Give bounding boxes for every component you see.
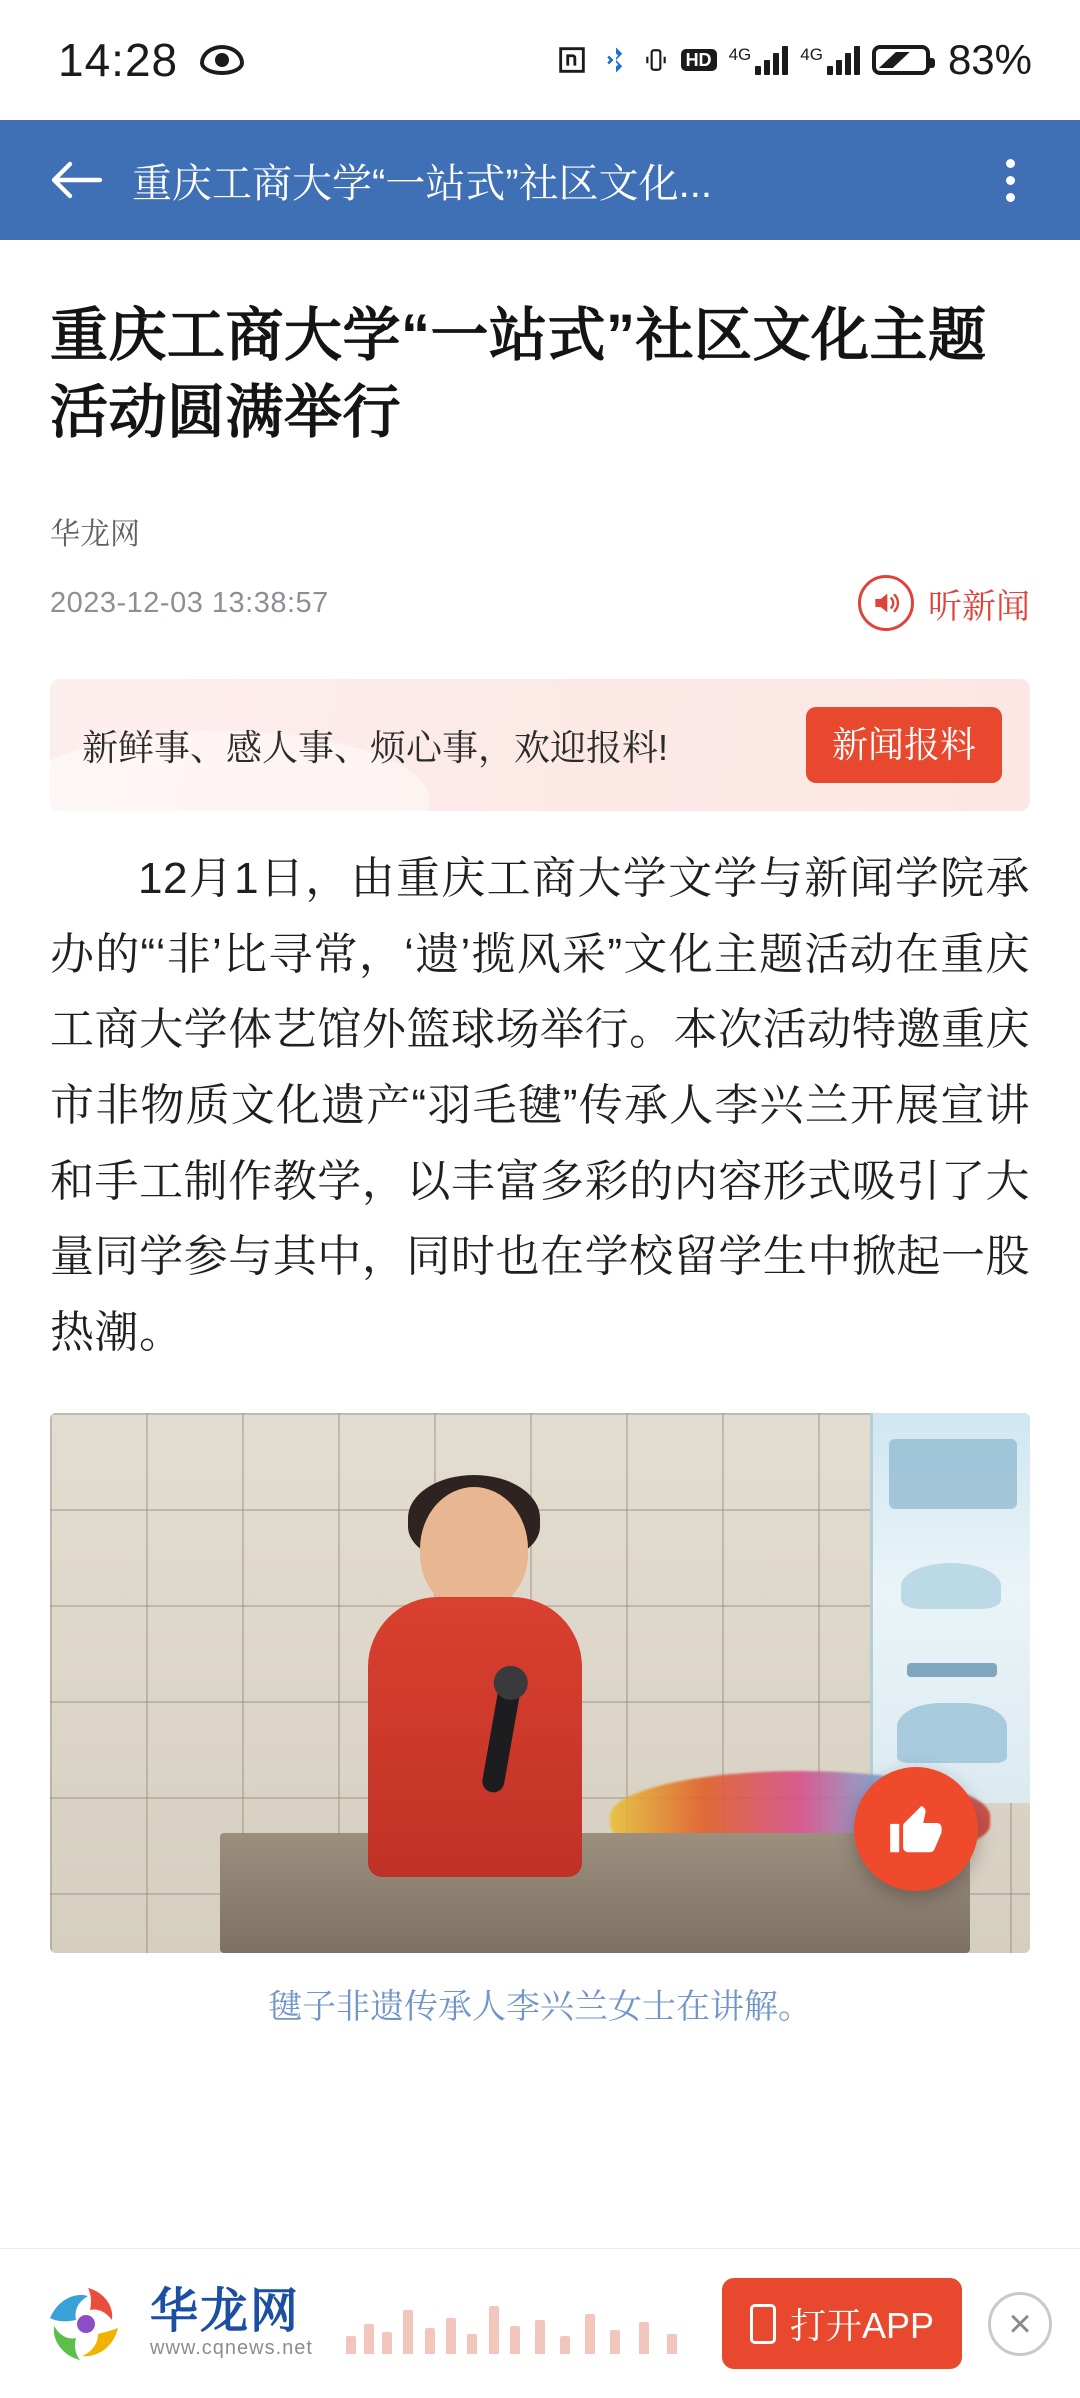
status-bar-right xyxy=(555,36,1032,84)
brand-block xyxy=(40,2278,313,2370)
page-title: 重庆工商大学“一站式”社区文化... xyxy=(132,161,712,206)
nfc-icon xyxy=(555,43,589,77)
like-button[interactable] xyxy=(854,1767,978,1891)
listen-news-button[interactable] xyxy=(858,575,1030,631)
article-meta-row xyxy=(50,575,1030,631)
photo-caption: 毽子非遗传承人李兴兰女士在讲解。 xyxy=(268,1987,812,2026)
news-tip-text: 新鲜事、感人事、烦心事，欢迎报料! xyxy=(82,726,669,768)
overflow-menu-icon[interactable] xyxy=(980,159,1040,202)
skyline-decoration xyxy=(339,2294,696,2354)
status-bar-left xyxy=(58,33,244,87)
close-icon[interactable]: × xyxy=(988,2292,1052,2356)
battery-icon xyxy=(872,45,930,75)
status-bar xyxy=(0,0,1080,120)
article-container xyxy=(0,240,1080,2028)
photo-speaker xyxy=(350,1487,600,1867)
brand-url: www.cqnews.net xyxy=(150,2337,313,2360)
back-arrow-icon[interactable] xyxy=(40,144,112,216)
article-timestamp: 2023-12-03 13:38:57 xyxy=(50,586,329,619)
news-report-button[interactable]: 新闻报料 xyxy=(806,707,1002,783)
brand-text xyxy=(150,2284,313,2360)
photo-poster xyxy=(870,1413,1030,1803)
hualong-logo-icon xyxy=(40,2278,132,2370)
listen-news-label: 听新闻 xyxy=(928,587,1030,626)
open-app-bar xyxy=(0,2248,1080,2398)
status-time: 14:28 xyxy=(58,34,179,86)
phone-icon xyxy=(750,2304,776,2344)
vibrate-icon xyxy=(643,43,669,77)
open-app-label: 打开APP xyxy=(789,2305,934,2346)
app-bar xyxy=(0,120,1080,240)
thumbs-up-icon xyxy=(885,1798,947,1860)
battery-percent: 83% xyxy=(947,36,1032,83)
bluetooth-icon xyxy=(601,42,631,78)
open-app-button[interactable] xyxy=(722,2278,962,2369)
signal-2: 4G xyxy=(800,45,860,75)
news-tip-banner xyxy=(50,679,1030,811)
article-headline: 重庆工商大学“一站式”社区文化主题活动圆满举行 xyxy=(50,303,987,445)
article-figure xyxy=(50,1413,1030,2028)
eye-icon xyxy=(200,45,244,75)
brand-name: 华龙网 xyxy=(150,2284,301,2338)
speaker-icon xyxy=(858,575,914,631)
signal-1: 4G xyxy=(729,45,789,75)
article-source: 华龙网 xyxy=(50,518,140,552)
article-photo xyxy=(50,1413,1030,1953)
hd-icon: HD xyxy=(681,49,717,71)
article-body: 12月1日，由重庆工商大学文学与新闻学院承办的“‘非’比寻常，‘遗’揽风采”文化主题活动在重庆工商大学体艺馆外篮球场举行。本次活动特邀重庆市非物质文化遗产“羽毛毽”传承人李兴兰开展宣讲和手工制作教学，以丰富多彩的内容形式吸引了大量同学参与其中，同时也在学校留学生中掀起一股热潮。 xyxy=(50,854,1030,1358)
